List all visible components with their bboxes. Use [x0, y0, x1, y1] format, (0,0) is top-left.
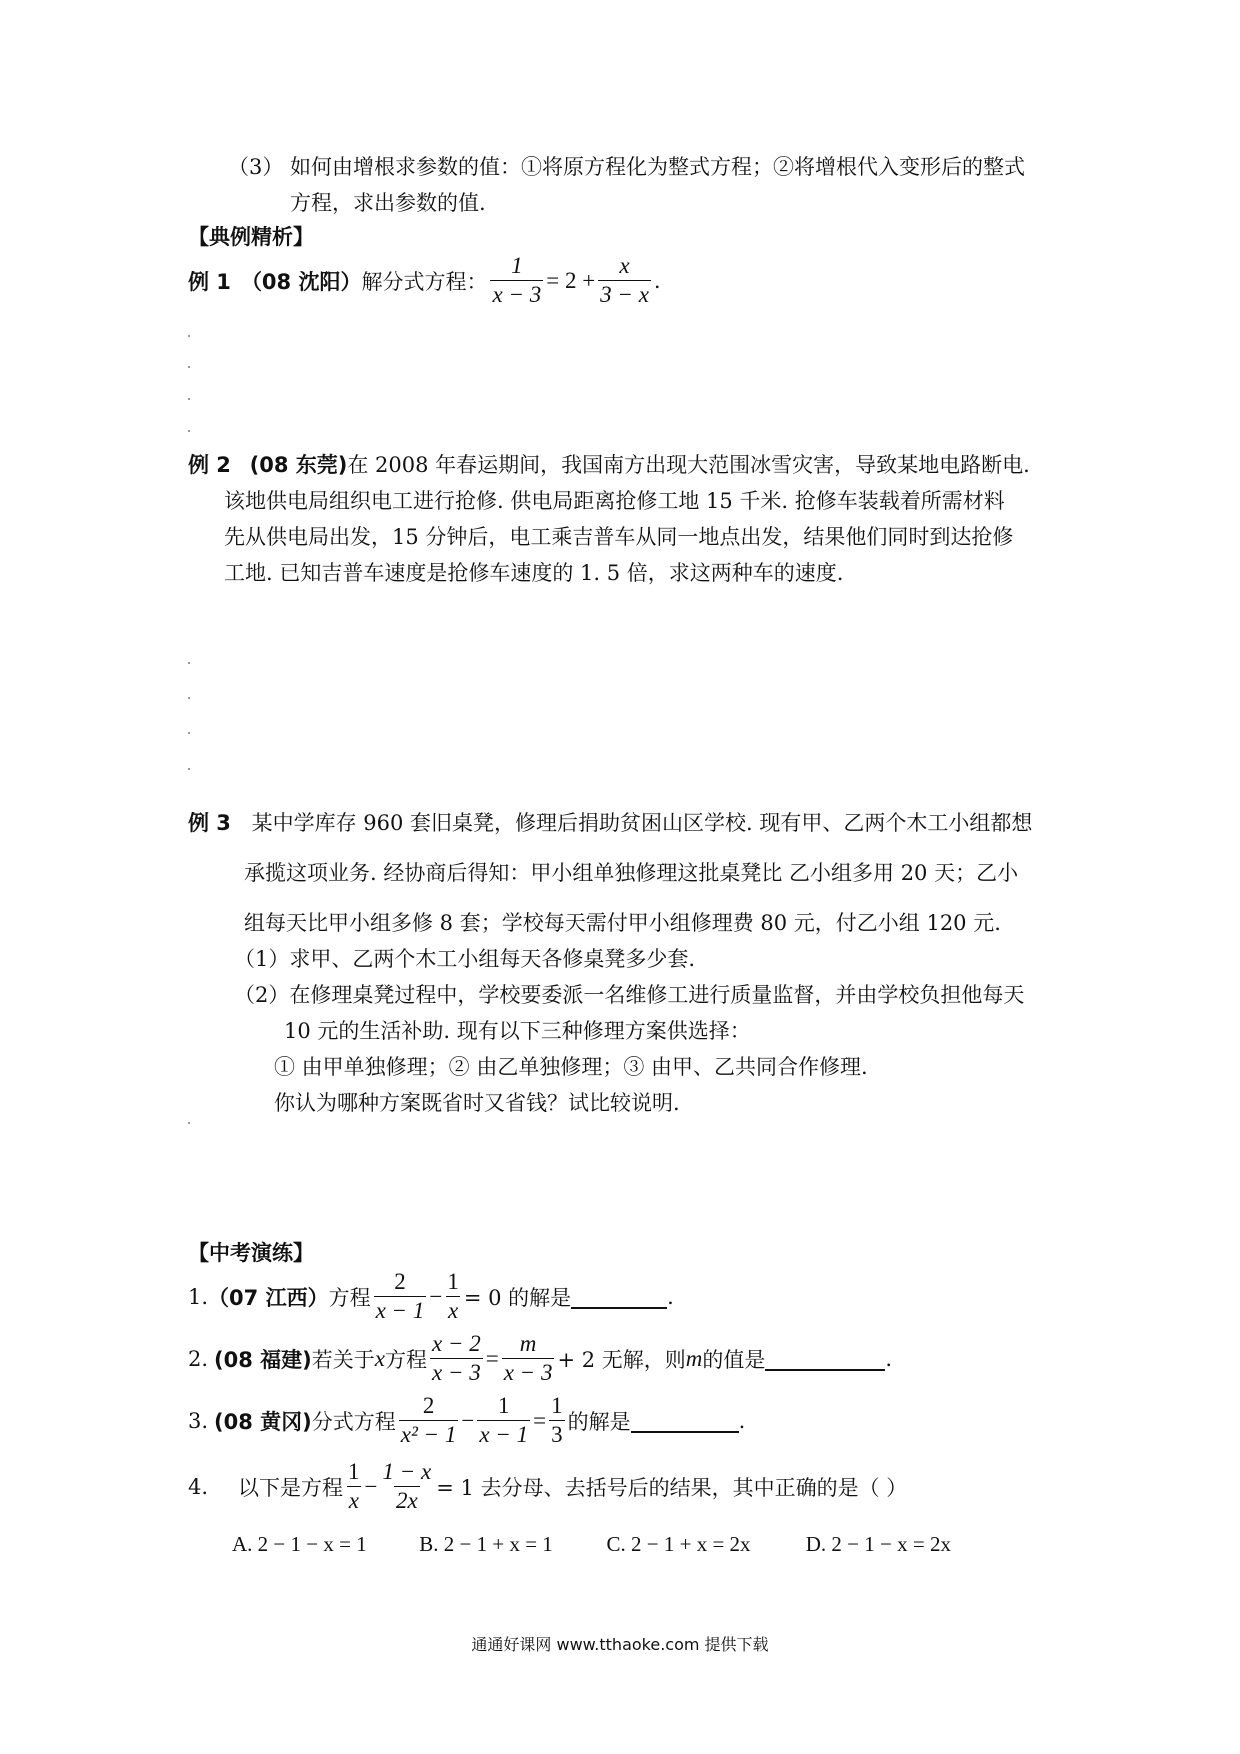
- margin-dot: [188, 1122, 190, 1124]
- problem-3-equals: =: [533, 1407, 547, 1433]
- problem-2-text-b: 方程: [385, 1347, 427, 1372]
- problem-3-fraction-2: $\frac{1}{x - 1}$: [479, 1393, 529, 1447]
- problem-2-fraction-1: $\frac{x - 2}{x - 3}$: [432, 1331, 481, 1385]
- problem-1-number: 1.: [188, 1284, 209, 1309]
- problem-4-options: [232, 1532, 996, 1557]
- problem-4-number: 4.: [188, 1474, 209, 1499]
- problem-2-var-m: m: [685, 1345, 703, 1371]
- problem-3-answer-blank[interactable]: [631, 1409, 739, 1433]
- problem-1-end: .: [667, 1284, 674, 1309]
- problem-3-fraction-1: $\frac{2}{\text{x² − 1}}$: [400, 1393, 457, 1447]
- section-title-exam-practice: 【中考演练】: [188, 1241, 314, 1265]
- margin-dot: [188, 335, 190, 337]
- example-3-question-2-line4: 你认为哪种方案既省时又省钱？试比较说明.: [274, 1091, 680, 1115]
- example-2-line4: 工地. 已知吉普车速度是抢修车速度的 1. 5 倍，求这两种车的速度.: [224, 561, 844, 585]
- problem-1-answer-blank[interactable]: [571, 1285, 667, 1309]
- problem-2-text-a: 若关于: [311, 1347, 375, 1372]
- problem-1-text: 方程: [328, 1285, 371, 1310]
- problem-4-fraction-1: $\frac{1}{x}$: [348, 1459, 360, 1513]
- problem-4-option-d[interactable]: D. 2 − 1 − x = 2x: [805, 1532, 951, 1556]
- problem-1-fraction-1: $\frac{2}{x - 1}$: [375, 1269, 425, 1323]
- problem-3-source: (08 黄冈): [214, 1409, 312, 1434]
- problem-4: [188, 1458, 907, 1515]
- example-2-line3: 先从供电局出发，15 分钟后，电工乘吉普车从同一地点出发，结果他们同时到达抢修: [224, 525, 1014, 549]
- example-1-label: 例 1: [188, 269, 231, 294]
- problem-2: [188, 1330, 892, 1387]
- page-footer: 通通好课网 www.tthaoke.com 提供下载: [471, 1635, 769, 1654]
- problem-1-operator: −: [429, 1283, 443, 1309]
- problem-1-source: （07 江西）: [208, 1285, 329, 1310]
- margin-dot: [188, 398, 190, 400]
- problem-4-text: 以下是方程: [238, 1475, 344, 1500]
- intro-item3-line1: （3） 如何由增根求参数的值：①将原方程化为整式方程；②将增根代入变形后的整式: [228, 155, 1026, 179]
- example-3-line1: [188, 806, 1032, 840]
- intro-item3-line2: 方程，求出参数的值.: [290, 191, 486, 215]
- example-1-fraction-left: $\frac{1}{x - 3}$: [492, 253, 542, 307]
- margin-dot: [188, 697, 190, 699]
- margin-dot: [188, 732, 190, 734]
- problem-1-tail: = 0 的解是: [463, 1285, 572, 1310]
- problem-3-operator: −: [461, 1407, 475, 1433]
- margin-dot: [188, 662, 190, 664]
- example-1-end: .: [653, 268, 661, 293]
- example-1-source: （08 沈阳）: [240, 269, 362, 294]
- example-1: [188, 252, 661, 309]
- section-title-examples: 【典例精析】: [188, 225, 314, 249]
- example-3-question-2-line3: ① 由甲单独修理；② 由乙单独修理；③ 由甲、乙共同合作修理.: [274, 1055, 868, 1079]
- problem-3-number: 3.: [188, 1408, 209, 1433]
- example-3-label: 例 3: [188, 811, 231, 835]
- example-3-line3: 组每天比甲小组多修 8 套；学校每天需付甲小组修理费 80 元，付乙小组 120 元.: [244, 911, 1001, 935]
- problem-3: [188, 1392, 745, 1449]
- problem-3-tail: 的解是: [567, 1409, 631, 1434]
- problem-4-tail: = 1 去分母、去括号后的结果，其中正确的是（ ）: [436, 1475, 908, 1500]
- problem-2-fraction-2: $\frac{m}{x - 3}$: [503, 1331, 553, 1385]
- problem-2-end: .: [885, 1346, 893, 1371]
- problem-3-end: .: [738, 1408, 746, 1433]
- problem-4-option-c[interactable]: C. 2 − 1 + x = 2x: [606, 1532, 751, 1556]
- example-2-source: (08 东莞): [249, 453, 348, 477]
- example-3-line2: 承揽这项业务. 经协商后得知：甲小组单独修理这批桌凳比 乙小组多用 20 天；乙小: [244, 861, 1019, 885]
- margin-dot: [188, 768, 190, 770]
- example-2-label: 例 2: [188, 453, 231, 477]
- example-1-eq-mid: = 2 +: [546, 267, 596, 293]
- problem-3-text: 分式方程: [311, 1409, 396, 1434]
- problem-4-option-a[interactable]: A. 2 − 1 − x = 1: [232, 1532, 367, 1556]
- margin-dot: [188, 366, 190, 368]
- problem-2-source: (08 福建): [214, 1347, 312, 1372]
- problem-1-fraction-2: $\frac{1}{x}$: [447, 1269, 459, 1323]
- example-1-text: 解分式方程：: [361, 269, 488, 294]
- problem-2-equals: =: [485, 1345, 499, 1371]
- problem-2-tail-b: 的值是: [702, 1347, 766, 1372]
- example-2-line2: 该地供电局组织电工进行抢修. 供电局距离抢修工地 15 千米. 抢修车装载着所需材料: [224, 489, 1005, 513]
- example-1-fraction-right: $\frac{x}{3 - x}$: [600, 253, 649, 307]
- problem-4-fraction-2: $\frac{1 - x}{2x}$: [382, 1459, 432, 1513]
- example-3-question-2-line2: 10 元的生活补助. 现有以下三种修理方案供选择：: [284, 1019, 751, 1043]
- problem-3-fraction-3: $\frac{1}{3}$: [551, 1393, 563, 1447]
- problem-2-tail-a: + 2 无解，则: [557, 1347, 686, 1372]
- example-2-line1: [188, 448, 1030, 482]
- problem-4-option-b[interactable]: B. 2 − 1 + x = 1: [419, 1532, 553, 1556]
- problem-1: [188, 1268, 674, 1325]
- margin-dot: [188, 430, 190, 432]
- problem-2-answer-blank[interactable]: [765, 1347, 885, 1371]
- example-3-question-2-line1: （2）在修理桌凳过程中，学校要委派一名维修工进行质量监督，并由学校负担他每天: [234, 983, 1025, 1007]
- problem-2-number: 2.: [188, 1346, 209, 1371]
- example-3-text-1: 某中学库存 960 套旧桌凳，修理后捐助贫困山区学校. 现有甲、乙两个木工小组都想: [251, 811, 1033, 835]
- problem-4-operator: −: [364, 1473, 378, 1499]
- example-3-question-1: （1）求甲、乙两个木工小组每天各修桌凳多少套.: [234, 947, 696, 971]
- problem-2-var-x: x: [374, 1345, 385, 1371]
- example-2-text-1: 在 2008 年春运期间，我国南方出现大范围冰雪灾害，导致某地电路断电.: [347, 453, 1030, 477]
